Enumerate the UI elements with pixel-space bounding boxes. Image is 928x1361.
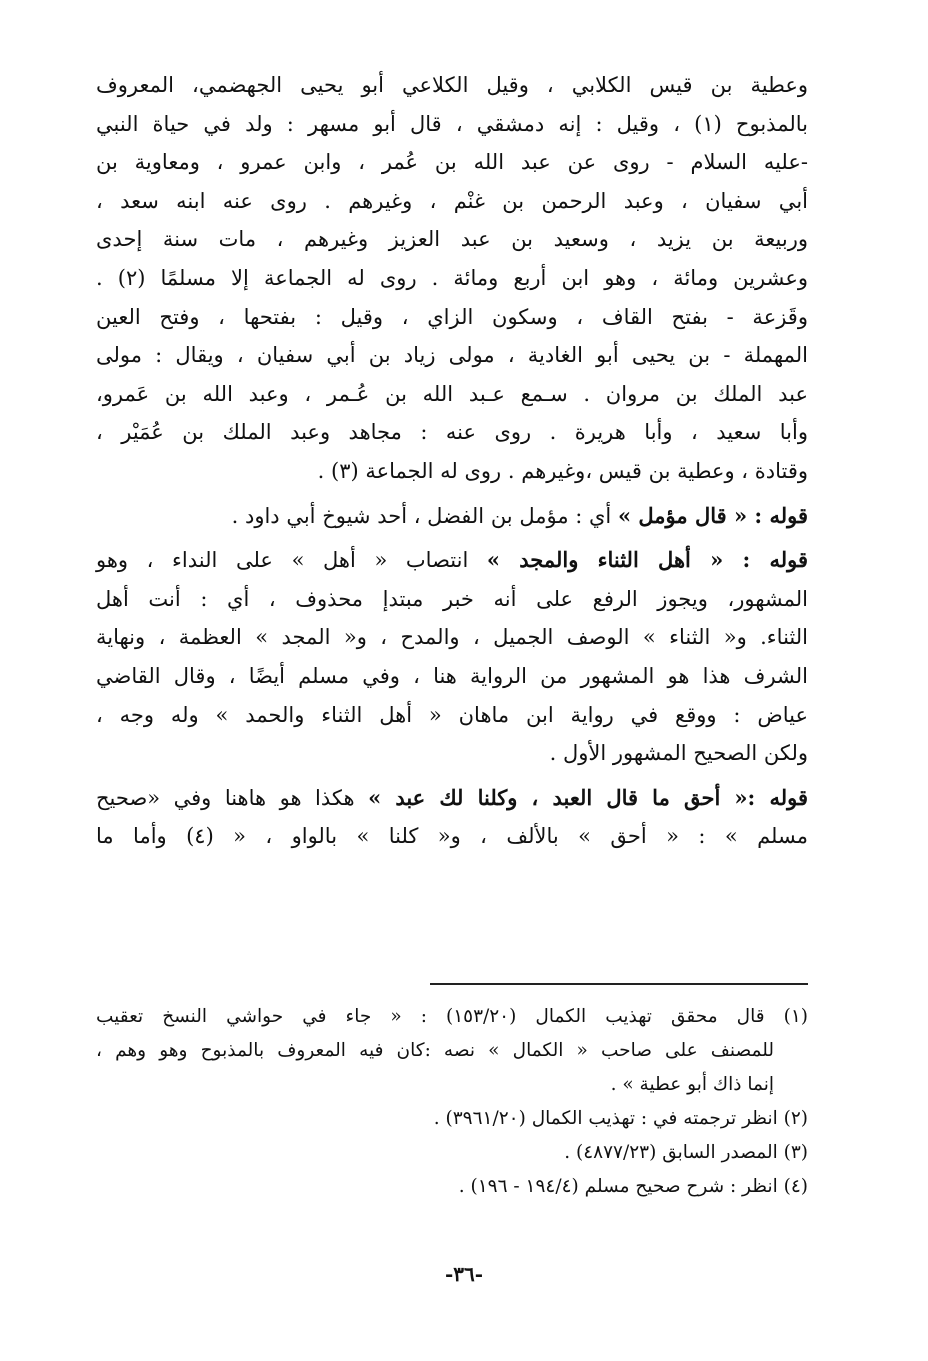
text-line <box>96 375 808 414</box>
text-segment: أبي سفيان ، وعبد الرحمن بن غنْم ، وغيرهم . روى عنه ابنه سعد ، <box>96 188 808 213</box>
text-line <box>96 143 808 182</box>
text-line <box>96 734 808 773</box>
text-line <box>96 259 808 298</box>
body-text <box>96 66 808 856</box>
commentary-heading: قوله :« أحق ما قال العبد ، وكلنا لك عبد » <box>368 784 808 810</box>
text-segment: وعشرين ومائة ، وهو ابن أربع ومائة . روى له الجماعة إلا مسلمًا (٢) . <box>96 265 808 290</box>
text-line <box>96 657 808 696</box>
text-line <box>96 336 808 375</box>
footnote-line: إنما ذاك أبو عطية » . <box>610 1074 774 1095</box>
text-segment: الثناء. و« الثناء » الوصف الجميل ، والمدح ، و« المجد » العظمة ، ونهاية <box>96 625 808 650</box>
text-line <box>96 298 808 337</box>
text-line <box>96 696 808 735</box>
text-segment: وقَزعة - بفتح القاف ، وسكون الزاي ، وقيل : بفتحها ، وفتح العين <box>96 304 808 329</box>
footnote-line: (٤) انظر : شرح صحيح مسلم (١٩٤/٤ - ١٩٦) . <box>458 1176 808 1197</box>
text-line <box>96 817 808 856</box>
text-segment: وربيعة بن يزيد ، وسعيد بن عبد العزيز وغيرهم ، مات سنة إحدى <box>96 227 808 252</box>
text-line <box>96 220 808 259</box>
text-segment: المهملة - بن يحيى أبو الغادية ، مولى زياد بن أبي سفيان ، ويقال : مولى <box>96 343 808 368</box>
text-segment: انتصاب « أهل » على النداء ، وهو <box>96 548 487 573</box>
footnote-line: (٢) انظر ترجمته في : تهذيب الكمال (٣٩٦١/٢٠) . <box>433 1108 808 1129</box>
text-segment: الشرف هذا هو المشهور من الرواية هنا ، وفي مسلم أيضًا ، وقال القاضي <box>96 663 808 688</box>
text-line <box>96 413 808 452</box>
text-segment: وقتادة ، وعطية بن قيس ،وغيرهم . روى له الجماعة (٣) . <box>317 458 808 483</box>
text-line <box>96 497 808 536</box>
page-number: -٣٦- <box>444 1262 484 1286</box>
text-segment: المشهور، ويجوز الرفع على أنه خبر مبتدإ محذوف ، أي : أنت أهل <box>96 586 808 611</box>
text-segment: وأبا سعيد ، وأبا هريرة . روى عنه : مجاهد وعبد الملك بن عُمَيْر ، <box>96 420 808 445</box>
text-segment: مسلم » : « أحق » بالألف ، و« كلنا » بالواو ، « (٤) وأما ما <box>96 824 808 849</box>
commentary-heading: قوله : « قال مؤمل » <box>617 502 808 528</box>
footnote-separator <box>430 983 808 985</box>
text-segment: أي : مؤمل بن الفضل ، أحد شيوخ أبي داود . <box>231 503 618 528</box>
text-segment: بالمذبوح (١) ، وقيل : إنه دمشقي ، قال أبو مسهر : ولد في حياة النبي <box>96 111 808 136</box>
text-line <box>96 452 808 491</box>
text-line <box>96 541 808 580</box>
text-segment: -عليه السلام - روى عن عبد الله بن عُمر ، وابن عمرو ، ومعاوية بن <box>96 150 808 175</box>
text-segment: هكذا هو هاهنا وفي «صحيح <box>96 785 369 810</box>
text-line <box>96 618 808 657</box>
footnote-line: (١) قال محقق تهذيب الكمال (١٥٣/٢٠) : « جاء في حواشي النسخ تعقيب <box>96 1006 808 1027</box>
footnotes <box>96 1000 808 1204</box>
text-segment: عبد الملك بن مروان . سـمع عـبد الله بن عُـمر ، وعبد الله بن عَمرو، <box>96 381 808 406</box>
text-line <box>96 66 808 105</box>
text-line <box>96 580 808 619</box>
footnote-line: (٣) المصدر السابق (٤٨٧٧/٢٣) . <box>564 1142 808 1163</box>
text-line <box>96 182 808 221</box>
text-segment: وعطية بن قيس الكلابي ، وقيل الكلاعي أبو يحيى الجهضمي، المعروف <box>96 73 808 97</box>
text-line <box>96 779 808 818</box>
commentary-heading: قوله : « أهل الثناء والمجد » <box>486 547 809 573</box>
text-segment: ولكن الصحيح المشهور الأول . <box>549 741 808 766</box>
text-line <box>96 105 808 144</box>
text-segment: عياض : ووقع في رواية ابن ماهان « أهل الثناء والحمد » وله وجه ، <box>96 702 808 727</box>
footnote-line: للمصنف على صاحب « الكمال » نصه :كان فيه المعروف بالمذبوح وهو وهم ، <box>96 1040 774 1061</box>
